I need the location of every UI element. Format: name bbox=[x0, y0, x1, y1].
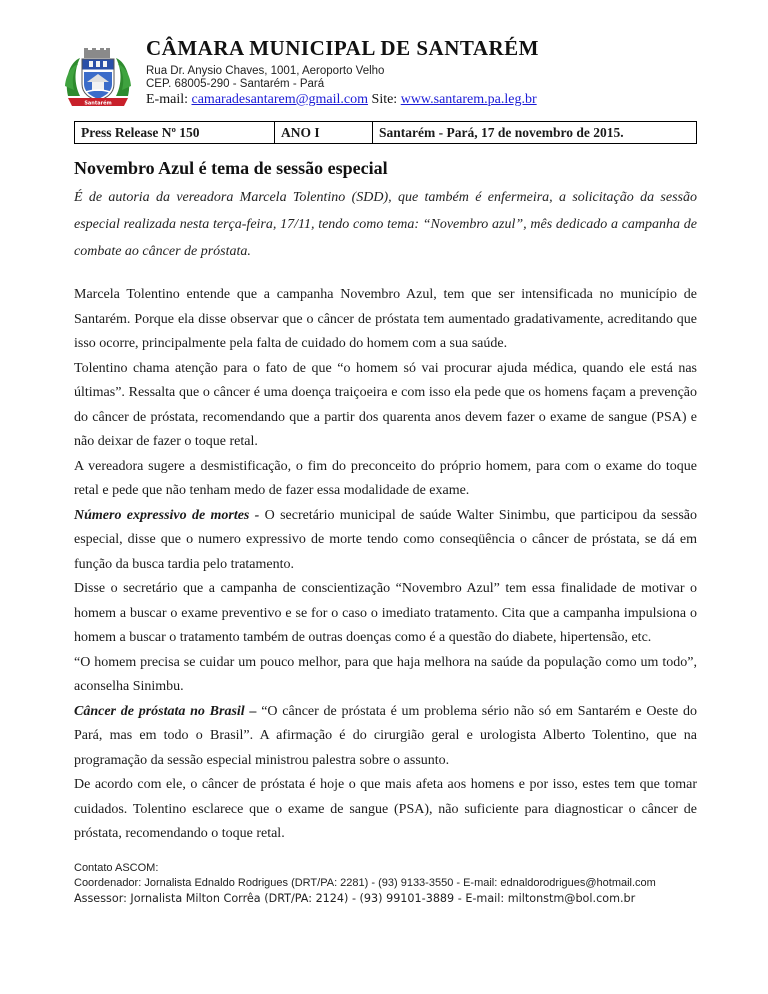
contact-line bbox=[146, 92, 537, 108]
email-link[interactable]: camaradesantarem@gmail.com bbox=[191, 92, 369, 107]
paragraph-7-text: “O câncer de próstata é um problema sério não só em Santarém e Oeste do Pará, mas em todo o Brasil”. A afirmação é do cirurgião geral e urologista Alberto Tolentino, que na programação da sessão especial ministrou palestra sobre o assunto. bbox=[74, 703, 697, 768]
press-release-date: Santarém - Pará, 17 de novembro de 2015. bbox=[379, 125, 624, 140]
paragraph-8: De acordo com ele, o câncer de próstata é hoje o que mais afeta aos homens e por isso, estes tem que tomar cuidados. Tolentino esclarece que o exame de sangue (PSA), não suficiente para diagnosticar o câncer de próstata, recomendando o toque retal. bbox=[74, 777, 697, 841]
press-release-table bbox=[74, 121, 697, 144]
footer-contact-label: Contato ASCOM: bbox=[74, 862, 159, 874]
paragraph-1: Marcela Tolentino entende que a campanha Novembro Azul, tem que ser intensificada no município de Santarém. Porque ela disse observar que o câncer de próstata tem aumentado gradativamente, acreditando que isso ocorre, principalmente pela falta de cuidado do homem com a sua saúde. bbox=[74, 287, 697, 351]
paragraph-5: Disse o secretário que a campanha de conscientização “Novembro Azul” tem essa finalidade de motivar o homem a buscar o exame preventivo e se for o caso o imediato tratamento. Cita que a campanha impulsiona o homem a buscar o tratamento também de outras doenças como é a questão do diabete, hipertensão, etc. bbox=[74, 581, 697, 645]
site-link[interactable]: www.santarem.pa.leg.br bbox=[400, 92, 537, 107]
coat-of-arms-logo bbox=[62, 48, 134, 108]
press-release-number: Press Release Nº 150 bbox=[75, 122, 275, 143]
press-release-year: ANO I bbox=[275, 122, 373, 143]
article-headline: Novembro Azul é tema de sessão especial bbox=[74, 158, 388, 178]
paragraph-2: Tolentino chama atenção para o fato de que “o homem só vai procurar ajuda médica, quando ele está nas últimas”. Ressalta que o câncer é uma doença traiçoeira e com isso ela pede que os homens façam a prevenção do câncer de próstata, recomendando que a partir dos quarenta anos devem fazer o exame de sangue (PSA) e não deixar de fazer o toque retal. bbox=[74, 360, 697, 449]
site-label: Site: bbox=[371, 92, 398, 107]
logo-ribbon-text: Santarém bbox=[84, 100, 112, 107]
footer-assistant: Assessor: Jornalista Milton Corrêa (DRT/PA: 2124) - (93) 99101-3889 - E-mail: miltonstm@bol.com.br bbox=[74, 892, 636, 905]
paragraph-4 bbox=[74, 504, 697, 578]
council-title: CÂMARA MUNICIPAL DE SANTARÉM bbox=[146, 36, 539, 60]
paragraph-4-text: O secretário municipal de saúde Walter Sinimbu, que participou da sessão especial, disse que o numero expressivo de morte tendo como conseqüência o câncer de próstata, se dá em função da busca tardia pelo tratamento. bbox=[74, 507, 697, 572]
paragraph-7 bbox=[74, 700, 697, 774]
paragraph-3: A vereadora sugere a desmistificação, o fim do preconceito do próprio homem, para com o exame do toque retal e pede que não tenham medo de fazer essa modalidade de exame. bbox=[74, 458, 697, 498]
address-line-2: CEP. 68005-290 - Santarém - Pará bbox=[146, 78, 325, 90]
footer-coordinator: Coordenador: Jornalista Ednaldo Rodrigues (DRT/PA: 2281) - (93) 9133-3550 - E-mail: ednaldorodrigues@hotmail.com bbox=[74, 877, 656, 889]
address-line-1: Rua Dr. Anysio Chaves, 1001, Aeroporto Velho bbox=[146, 65, 385, 77]
email-label: E-mail: bbox=[146, 92, 188, 107]
paragraph-6: “O homem precisa se cuidar um pouco melhor, para que haja melhora na saúde da população como um todo”, aconselha Sinimbu. bbox=[74, 654, 697, 694]
article-lead: É de autoria da vereadora Marcela Tolentino (SDD), que também é enfermeira, a solicitação da sessão especial realizada nesta terça-feira, 17/11, tendo como tema: “Novembro azul”, mês dedicado a campanha de combate ao câncer de próstata. bbox=[74, 190, 697, 259]
paragraph-7-lead-in: Câncer de próstata no Brasil – bbox=[74, 703, 257, 719]
paragraph-4-lead-in: Número expressivo de mortes - bbox=[74, 507, 260, 523]
article-body bbox=[74, 283, 697, 847]
